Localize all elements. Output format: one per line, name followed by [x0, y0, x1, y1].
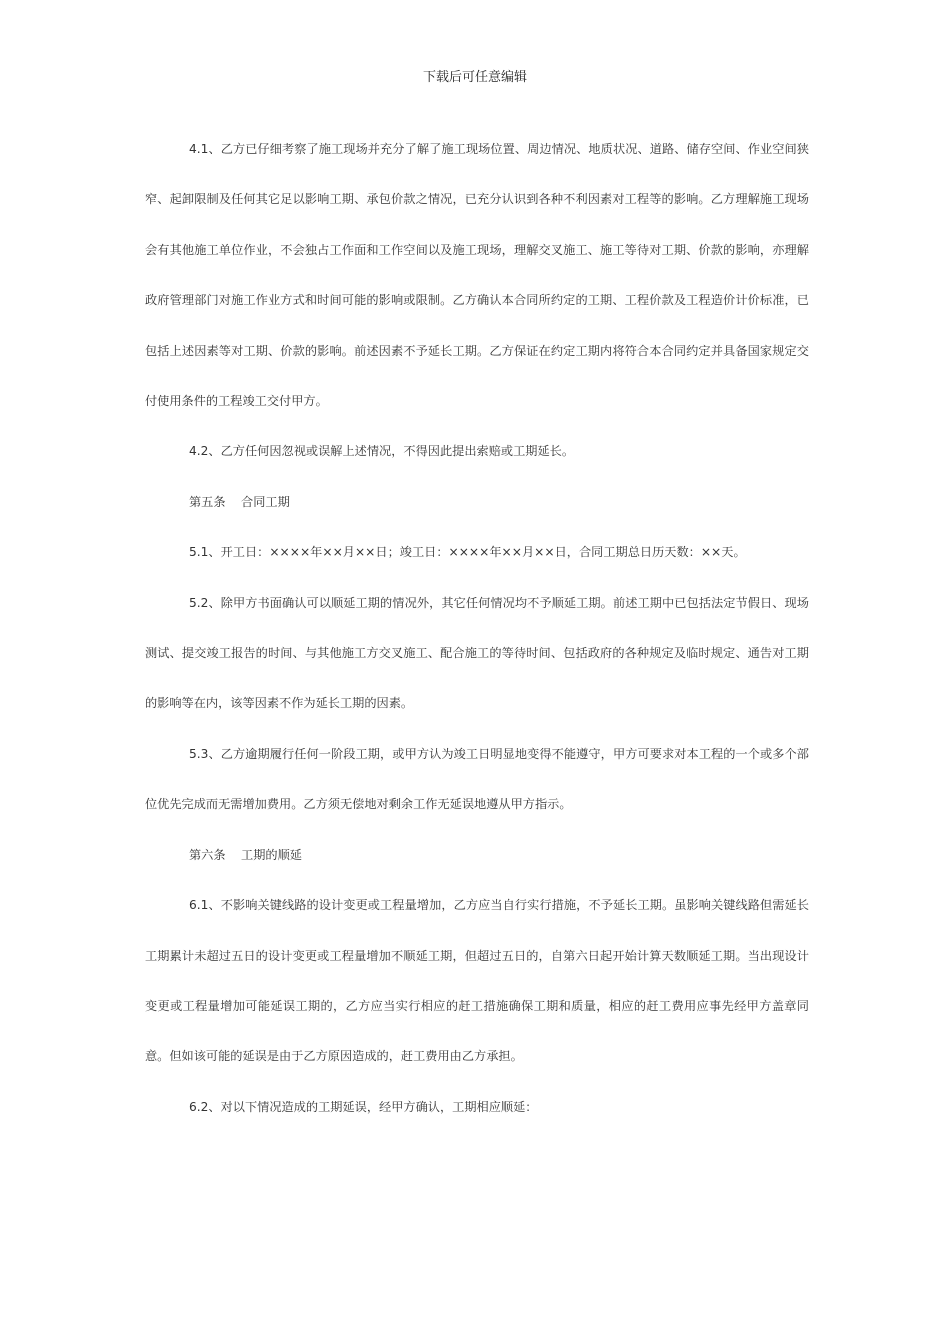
article-5-heading: 第五条 合同工期: [189, 494, 290, 509]
article-6-heading: 第六条 工期的顺延: [189, 847, 302, 862]
page-header: 下载后可任意编辑: [422, 70, 527, 85]
document-body: [145, 124, 809, 1132]
clause-4-1: 4.1、乙方已仔细考察了施工现场并充分了解了施工现场位置、周边情况、地质状况、道路、储存空间、作业空间狭窄、起卸限制及任何其它足以影响工期、承包价款之情况，已充分认识到各种不利因素对工程等的影响。乙方理解施工现场会有其他施工单位作业，不会独占工作面和工作空间以及施工现场，理解交叉施工、施工等待对工期、价款的影响，亦理解政府管理部门对施工作业方式和时间可能的影响或限制。乙方确认本合同所约定的工期、工程价款及工程造价计价标准，已包括上述因素等对工期、价款的影响。前述因素不予延长工期。乙方保证在约定工期内将符合本合同约定并具备国家规定交付使用条件的工程竣工交付甲方。: [145, 142, 809, 409]
clause-4-2: 4.2、乙方任何因忽视或误解上述情况，不得因此提出索赔或工期延长。: [189, 444, 575, 459]
clause-5-2: 5.2、除甲方书面确认可以顺延工期的情况外，其它任何情况均不予顺延工期。前述工期中已包括法定节假日、现场测试、提交竣工报告的时间、与其他施工方交叉施工、配合施工的等待时间、包括政府的各种规定及临时规定、通告对工期的影响等在内，该等因素不作为延长工期的因素。: [145, 595, 809, 711]
clause-6-1: 6.1、不影响关键线路的设计变更或工程量增加，乙方应当自行实行措施，不予延长工期。虽影响关键线路但需延长工期累计未超过五日的设计变更或工程量增加不顺延工期，但超过五日的，自第六日起开始计算天数顺延工期。当出现设计变更或工程量增加可能延误工期的，乙方应当实行相应的赶工措施确保工期和质量，相应的赶工费用应事先经甲方盖章同意。但如该可能的延误是由于乙方原因造成的，赶工费用由乙方承担。: [145, 898, 809, 1064]
clause-5-1: 5.1、开工日：××××年××月××日；竣工日：××××年××月××日，合同工期总日历天数：××天。: [189, 545, 746, 560]
clause-5-3: 5.3、乙方逾期履行任何一阶段工期，或甲方认为竣工日明显地变得不能遵守，甲方可要求对本工程的一个或多个部位优先完成而无需增加费用。乙方须无偿地对剩余工作无延误地遵从甲方指示。: [145, 746, 809, 812]
clause-6-2: 6.2、对以下情况造成的工期延误，经甲方确认，工期相应顺延：: [189, 1099, 538, 1114]
